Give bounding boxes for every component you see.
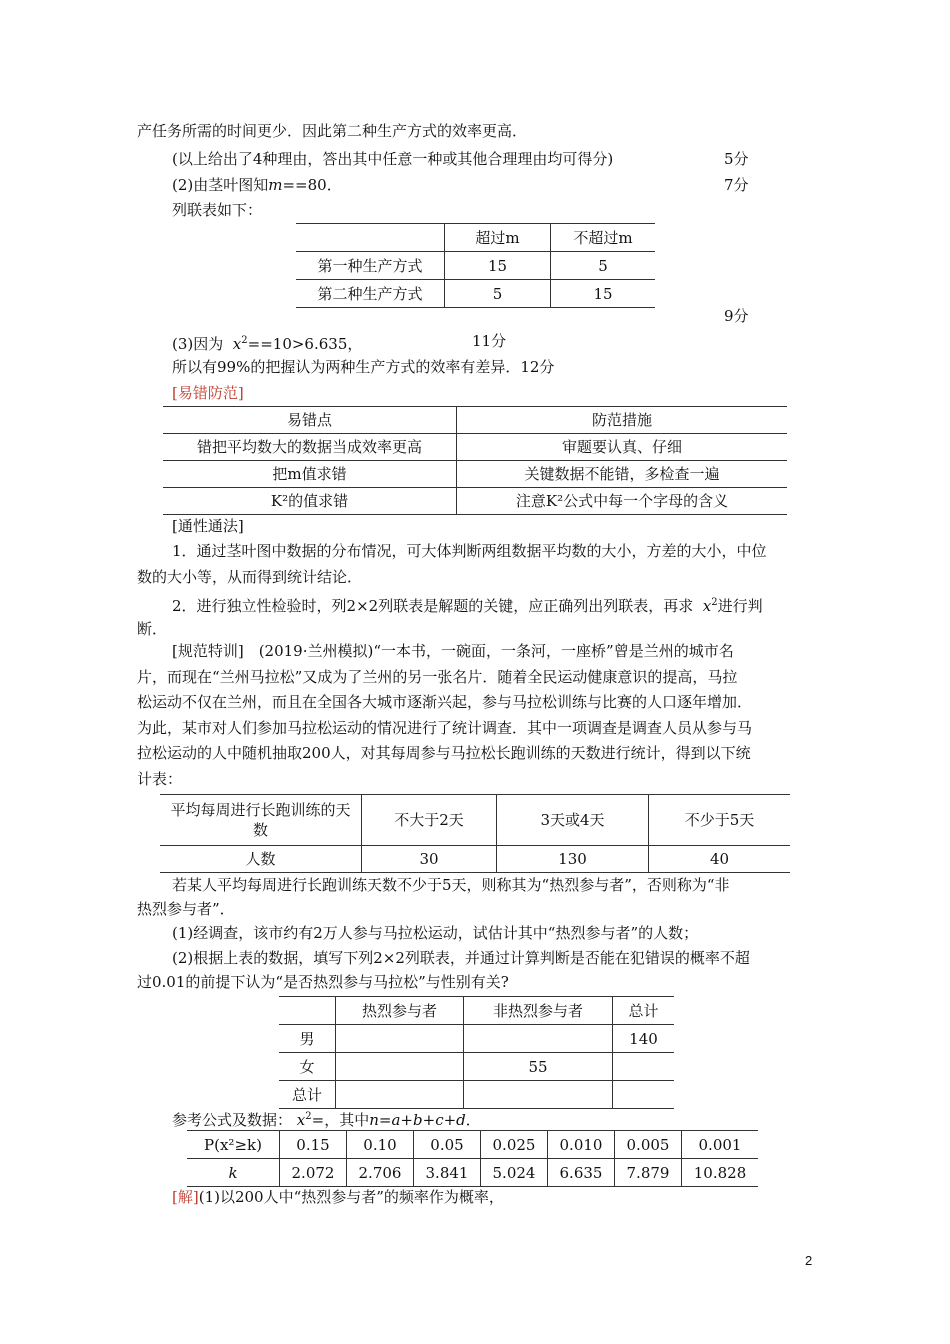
table-cell: 7.879	[615, 1159, 682, 1187]
table-cell	[296, 224, 445, 252]
text-line: 若某人平均每周进行长跑训练天数不少于5天，则称其为“热烈参与者”，否则称为“非	[172, 876, 730, 894]
text-line: 断．	[137, 620, 168, 638]
table-cell: 防范措施	[457, 407, 788, 434]
section-heading-pitfalls: [易错防范]	[172, 384, 244, 402]
text-line: (以上给出了4种理由，答出其中任意一种或其他合理理由均可得分)	[172, 150, 614, 168]
table-row	[296, 280, 655, 308]
table-cell: P(x²≥k)	[187, 1131, 280, 1159]
table-cell: K²的值求错	[163, 488, 457, 515]
table-cell: k	[187, 1159, 280, 1187]
table-cell: 0.05	[414, 1131, 481, 1159]
table-cell: 注意K²公式中每一个字母的含义	[457, 488, 788, 515]
table-cell: 非热烈参与者	[464, 997, 613, 1025]
table-cell	[613, 1081, 675, 1109]
text-line: (1)经调查，该市约有2万人参与马拉松运动，试估计其中“热烈参与者”的人数；	[172, 924, 699, 942]
table-cell: 130	[497, 846, 649, 873]
table-row	[163, 488, 787, 515]
table-cell: 3天或4天	[497, 795, 649, 846]
table-cell: 3.841	[414, 1159, 481, 1187]
critical-values-table	[187, 1130, 758, 1187]
table-cell	[336, 1053, 464, 1081]
table-cell	[336, 1025, 464, 1053]
table-cell: 15	[551, 280, 656, 308]
text-line: (3)因为 $x^2==10>6.635$，	[172, 335, 363, 353]
text-line: 松运动不仅在兰州，而且在全国各大城市逐渐兴起，参与马拉松训练与比赛的人口逐年增加．	[137, 693, 753, 711]
table-row	[163, 434, 787, 461]
table-cell: 30	[362, 846, 497, 873]
table-cell: 错把平均数大的数据当成效率更高	[163, 434, 457, 461]
table-cell: 第二种生产方式	[296, 280, 445, 308]
table-cell	[336, 1081, 464, 1109]
table-cell: 5.024	[481, 1159, 548, 1187]
table-cell: 0.10	[347, 1131, 414, 1159]
table-row	[160, 795, 790, 846]
table-cell: 15	[445, 252, 551, 280]
table-cell	[613, 1053, 675, 1081]
gender-contingency-table	[279, 996, 674, 1109]
table-cell: 0.005	[615, 1131, 682, 1159]
text-line: 过0.01的前提下认为“是否热烈参与马拉松”与性别有关?	[137, 973, 509, 991]
text-line: 参考公式及数据： $x^2=$，其中n=a+b+c+d．	[172, 1111, 481, 1129]
table-cell: 0.010	[548, 1131, 615, 1159]
table-row	[296, 224, 655, 252]
table-cell: 热烈参与者	[336, 997, 464, 1025]
text-line: 热烈参与者”．	[137, 900, 235, 918]
contingency-table-production	[296, 223, 655, 308]
text-line: 列联表如下：	[172, 201, 263, 219]
table-row	[187, 1159, 758, 1187]
text-line: 为此，某市对人们参加马拉松运动的情况进行了统计调查．其中一项调查是调查人员从参与马	[137, 719, 753, 737]
table-row	[279, 997, 674, 1025]
text-line: [规范特训] (2019·兰州模拟)“一本书，一碗面，一条河，一座桥”曾是兰州的城市名	[172, 642, 734, 660]
table-cell: 0.15	[280, 1131, 347, 1159]
table-cell: 5	[551, 252, 656, 280]
text-line: (2)根据上表的数据，填写下列2×2列联表，并通过计算判断是否能在犯错误的概率不超	[172, 949, 750, 967]
table-cell	[464, 1025, 613, 1053]
text-line: 拉松运动的人中随机抽取200人，对其每周参与马拉松长跑训练的天数进行统计，得到以下统	[137, 744, 751, 762]
table-row	[163, 407, 787, 434]
section-heading-general: [通性通法]	[172, 517, 244, 535]
table-cell: 把m值求错	[163, 461, 457, 488]
table-cell	[279, 997, 336, 1025]
table-cell: 55	[464, 1053, 613, 1081]
table-cell: 10.828	[682, 1159, 759, 1187]
table-cell: 0.001	[682, 1131, 759, 1159]
table-cell: 总计	[613, 997, 675, 1025]
table-row	[279, 1025, 674, 1053]
marathon-stats-table	[160, 794, 790, 873]
text-line: (2)由茎叶图知m==80．	[172, 176, 342, 194]
table-cell: 5	[445, 280, 551, 308]
text-line: 所以有99%的把握认为两种生产方式的效率有差异．12分	[172, 358, 555, 376]
page-number: 2	[805, 1253, 813, 1268]
table-cell: 易错点	[163, 407, 457, 434]
text-line: [解](1)以200人中“热烈参与者”的频率作为概率，	[172, 1188, 504, 1206]
table-cell: 男	[279, 1025, 336, 1053]
text-line: 数的大小等，从而得到统计结论．	[137, 568, 363, 586]
table-row	[187, 1131, 758, 1159]
table-cell: 0.025	[481, 1131, 548, 1159]
table-row	[296, 252, 655, 280]
table-cell: 2.072	[280, 1159, 347, 1187]
table-cell: 女	[279, 1053, 336, 1081]
table-cell: 不超过m	[551, 224, 656, 252]
table-row	[163, 461, 787, 488]
table-cell: 总计	[279, 1081, 336, 1109]
table-row	[279, 1053, 674, 1081]
table-cell: 不少于5天	[649, 795, 791, 846]
text-line: 2．进行独立性检验时，列2×2列联表是解题的关键，应正确列出列联表，再求 $x^2$进行判	[172, 597, 763, 615]
text-line: 片，而现在“兰州马拉松”又成为了兰州的另一张名片．随着全民运动健康意识的提高，马拉	[137, 668, 738, 686]
table-cell: 审题要认真、仔细	[457, 434, 788, 461]
table-cell	[464, 1081, 613, 1109]
text-line: 1．通过茎叶图中数据的分布情况，可大体判断两组数据平均数的大小，方差的大小，中位	[172, 542, 767, 560]
solution-tag: [解]	[172, 1188, 199, 1206]
table-cell: 140	[613, 1025, 675, 1053]
table-cell: 人数	[160, 846, 362, 873]
table-cell: 2.706	[347, 1159, 414, 1187]
table-cell: 不大于2天	[362, 795, 497, 846]
table-cell: 第一种生产方式	[296, 252, 445, 280]
text-line: 产任务所需的时间更少．因此第二种生产方式的效率更高．	[137, 122, 528, 140]
table-row	[279, 1081, 674, 1109]
table-row	[160, 846, 790, 873]
text-line: 计表：	[137, 770, 183, 788]
score-label: 7分	[724, 176, 749, 194]
score-label: 11分	[472, 332, 507, 350]
table-cell: 关键数据不能错，多检查一遍	[457, 461, 788, 488]
score-label: 9分	[724, 307, 749, 325]
table-cell: 超过m	[445, 224, 551, 252]
table-cell: 平均每周进行长跑训练的天数	[160, 795, 362, 846]
table-cell: 40	[649, 846, 791, 873]
pitfalls-table	[163, 406, 787, 515]
table-cell: 6.635	[548, 1159, 615, 1187]
score-label: 5分	[724, 150, 749, 168]
